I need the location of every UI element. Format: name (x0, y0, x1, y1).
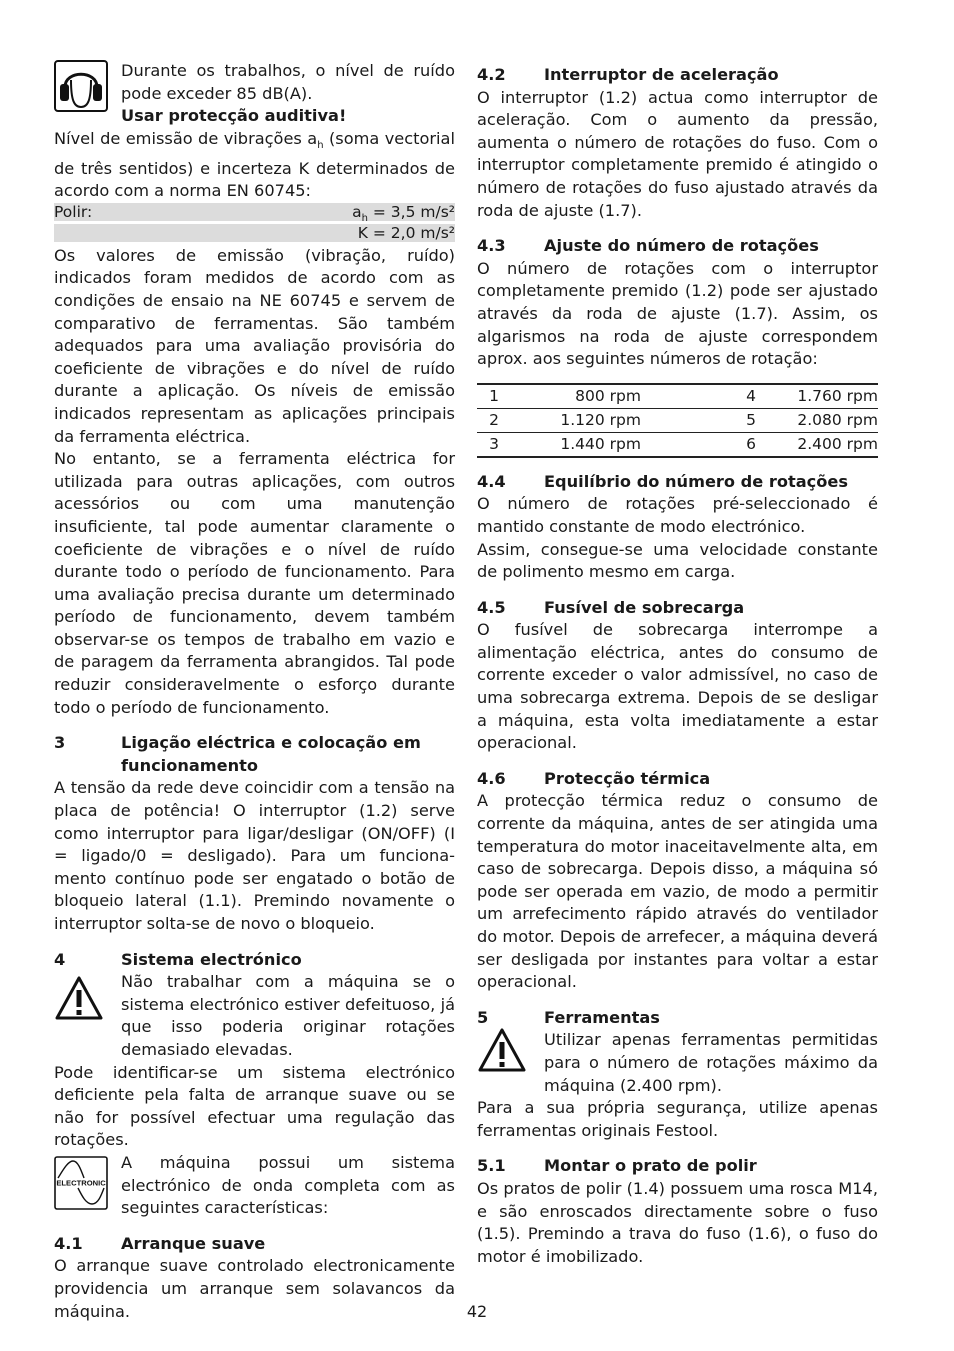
hearing-text: Durante os trabalhos, o nível de ruído pode exceder 85 dB(A). (121, 61, 455, 103)
polir-label: Polir: (54, 202, 93, 221)
section-4-3-heading: 4.3 Ajuste do número de rotações (477, 236, 819, 256)
section-3-text: A tensão da rede deve coincidir com a tensão na placa de potência! O interruptor (1.2) serve como interruptor para ligar/desligar (ON/OFF) (I = ligado/0 = desligado). Para um funciona-mento contínuo pode ser engatado o botão de bloqueio lateral (1.1). Premindo novamente o interruptor solta-se de novo o bloqueio. (54, 778, 455, 934)
section-4-3-text: O número de rotações com o interruptor completamente premido (1.2) pode ser ajustado através da roda de ajuste (1.7). Assim, os algarismos na roda de ajuste correspondem aprox. aos seguintes números de rotação: (477, 258, 878, 369)
left-column (54, 60, 455, 1323)
section-4-2-heading: 4.2 Interruptor de aceleração (477, 65, 779, 84)
table-row: 3 1.440 rpm 6 2.400 rpm (477, 432, 878, 457)
emission-paragraph-2: No entanto, se a ferramenta eléctrica for utilizada para outras aplicações, com outros acessórios ou com uma manutenção insuficiente, tal pode aumentar claramente o coeficiente de vibrações e o nível de ruído durante todo o período de funcionamento. Para uma avaliação precisa durante um determinado período de funcionamento, devem também observar-se os tempos de trabalho em vazio e de paragem da ferramenta abrangidos. Tal pode reduzir consideravelmente o esforço durante todo o período de funcionamento. (54, 449, 455, 717)
section-4-4-heading: 4.4 Equilíbrio do número de rotações (477, 471, 848, 491)
section-4-4-text-2: Assim, consegue-se uma velocidade constante de polimento mesmo em carga. (477, 539, 878, 582)
section-5-warning-block (477, 1029, 878, 1097)
warning-triangle-icon (477, 1027, 527, 1073)
section-4-4-text-1: O número de rotações pré-seleccionado é mantido constante de modo electrónico. (477, 494, 878, 536)
section-4-warning-block (54, 971, 455, 1061)
electronic-label: ELECTRONIC (56, 1178, 106, 1188)
table-row: 2 1.120 rpm 5 2.080 rpm (477, 408, 878, 432)
polir-value: $a_h = 3,5$ m/s² (352, 202, 455, 224)
electronic-text: A máquina possui um sistema electrónico de onda completa com as seguintes características: (121, 1152, 455, 1218)
section-4-6-heading: 4.6 Protecção térmica (477, 768, 711, 788)
section-5-heading: 5 Ferramentas (477, 1007, 660, 1027)
section-5-text: Para a sua própria segurança, utilize apenas ferramentas originais Festool. (477, 1098, 878, 1140)
k-row (54, 224, 455, 242)
polir-row (54, 202, 455, 224)
section-4-heading: 4 Sistema electrónico (54, 949, 302, 969)
page-number: 42 (466, 1302, 488, 1321)
k-value: K = 2,0 m/s² (357, 223, 455, 242)
ear-protection-icon (54, 60, 108, 112)
rpm-table (477, 383, 878, 458)
section-5-warning-text: Utilizar apenas ferramentas permitidas para o número de rotações máximo da máquina (2.400 rpm). (544, 1030, 878, 1095)
hearing-protection-block (54, 60, 455, 128)
section-5-1-heading: 5.1 Montar o prato de polir (477, 1156, 757, 1176)
electronic-icon (54, 1156, 108, 1210)
section-4-2-text: O interruptor (1.2) actua como interruptor de aceleração. Com o aumento da pressão, aumenta o número de rotações do fuso. Com o interruptor completamente premido é atingido o número de rotações do fuso ajustado através da roda de ajuste (1.7). (477, 87, 878, 220)
electronic-block (54, 1152, 455, 1220)
hearing-warning: Usar protecção auditiva! (121, 106, 347, 126)
warning-triangle-icon (54, 975, 104, 1021)
section-3-heading: 3 Ligação eléctrica e colocação em funcionamento (54, 733, 421, 775)
table-row: 1 800 rpm 4 1.760 rpm (477, 384, 878, 409)
section-4-5-heading: 4.5 Fusível de sobrecarga (477, 597, 745, 617)
section-4-warning-text: Não trabalhar com a máquina se o sistema electrónico estiver defeituoso, já que isso poderia originar rotações demasiado elevadas. (121, 972, 455, 1059)
right-column (477, 60, 878, 1268)
section-4-6-text: A protecção térmica reduz o consumo de corrente da máquina, antes de ser atingida uma temperatura do motor inaceitavelmente alta, em caso de sobrecarga. Depois disso, a máquina só pode ser operada em vazio, de modo a permitir um arrefecimento rápido através do ventilador do motor. Depois de arrefecer, a máquina deverá ser desligada por instantes para voltar a estar operacional. (477, 791, 878, 992)
section-5-1-text: Os pratos de polir (1.4) possuem uma rosca M14, e são enroscados directamente sobre o fuso (1.5). Premindo a trava do fuso (1.6), o fuso do motor é imobilizado. (477, 1178, 878, 1266)
vibration-intro: Nível de emissão de vibrações $a_h$ (soma vectorial de três sentidos) e incerteza K determinados de acordo com a norma EN 60745: (54, 128, 455, 201)
section-4-1-heading: 4.1 Arranque suave (54, 1233, 266, 1253)
emission-paragraph-1: Os valores de emissão (vibração, ruído) indicados foram medidos de acordo com as condições de ensaio na NE 60745 e servem de comparativo de ferramentas. São também adequados para uma avaliação provisória do coeficiente de vibrações e do nível de ruído durante a aplicação. Os níveis de emissão indicados representam as aplicações principais da ferramenta eléctrica. (54, 245, 455, 446)
section-4-text: Pode identificar-se um sistema electrónico deficiente pela falta de arranque suave ou se não for possível efectuar uma regulação das rotações. (54, 1062, 455, 1150)
section-4-5-text: O fusível de sobrecarga interrompe a alimentação eléctrica, antes do consumo de corrente exceder o valor admissível, no caso de uma sobrecarga extrema. Depois de se desligar a máquina, esta volta imediatamente a estar operacional. (477, 620, 878, 753)
section-4-1-text: O arranque suave controlado electronicamente providencia um arranque sem solavancos da máquina. (54, 1256, 455, 1321)
